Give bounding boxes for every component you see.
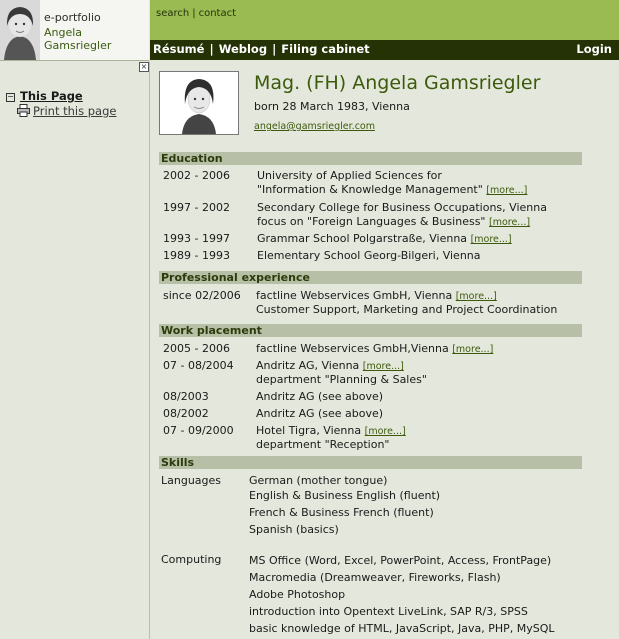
profile-photo [159, 71, 239, 135]
more-link[interactable]: [more...] [486, 185, 528, 196]
more-link[interactable]: [more...] [488, 217, 531, 228]
sidebar [0, 61, 150, 639]
email-link[interactable]: angela@gamsriegler.com [254, 121, 375, 132]
print-label: Print this page [33, 104, 117, 118]
search-link[interactable]: search [156, 8, 190, 19]
owner-name: Angela Gamsriegler [44, 26, 112, 52]
profile-name: Mag. (FH) Angela Gamsriegler [254, 72, 541, 94]
printer-icon [17, 104, 30, 120]
main-nav: Résumé | Weblog | Filing cabinet Login [150, 40, 619, 60]
more-link[interactable]: [more...] [452, 344, 494, 355]
site-logo[interactable] [0, 0, 149, 61]
professional-heading: Professional experience [159, 271, 582, 284]
close-icon[interactable]: × [140, 62, 148, 71]
avatar [0, 0, 40, 60]
top-bar: search | contact [150, 0, 619, 40]
print-link[interactable] [17, 104, 116, 120]
more-link[interactable]: [more...] [364, 426, 406, 437]
skills-heading: Skills [159, 456, 582, 469]
profile-born: born 28 March 1983, Vienna [254, 100, 410, 113]
nav-resume[interactable]: Résumé [153, 42, 205, 56]
login-link[interactable]: Login [576, 42, 612, 56]
work-heading: Work placement [159, 324, 582, 337]
more-link[interactable]: [more...] [455, 291, 497, 302]
collapse-icon[interactable]: − [7, 92, 14, 101]
more-link[interactable]: [more...] [362, 361, 404, 372]
more-link[interactable]: [more...] [470, 234, 512, 245]
this-page-label: This Page [20, 89, 83, 103]
nav-filing-cabinet[interactable]: Filing cabinet [281, 42, 370, 56]
resume-content: Mag. (FH) Angela Gamsriegler born 28 March 1983, Vienna angela@gamsriegler.com Education 2002 - 2006 University of Applied Sciences for "Information & Knowledge Management" [more...] 1997 - 2002 Secondary College for Business Occupations, Vienna focus on "Foreign Languages & Business" [more...] 1993 - 1997 Grammar School Polgarstraße, Vienna [more...] 1989 - 1993 Elementary School Georg-Bilgeri, Vienna Professional experience since 02/2006 factline Webservices GmbH, Vienna [more...] Customer Support, Marketing and Project Coordination Work placement 2005 - 2006 factline Webservices GmbH,Vienna [more...] 07 - 08/2004 Andritz AG, Vienna [more...] department "Planning & Sales" 08/2003 Andritz AG (see above) 08/2002 Andritz AG (see above) 07 - 09/2000 Hotel Tigra, Vienna [more...] department "Reception" Skills Languages German (mother tongue) English & Business English (fluent) French & Business French (fluent) Spanish (basics) Computing MS Office (Word, Excel, PowerPoint, Access, FrontPage) Macromedia (Dreamweaver, Fireworks, Flash) Adobe Photoshop introduction into Opentext LiveLink, SAP R/3, SPSS basic knowledge of HTML, JavaScript, Java, PHP, MySQL [150, 61, 619, 639]
site-title: e-portfolio [44, 11, 101, 24]
education-heading: Education [159, 152, 582, 165]
nav-weblog[interactable]: Weblog [218, 42, 268, 56]
this-page-toggle[interactable] [6, 89, 83, 103]
contact-link[interactable]: contact [198, 8, 237, 19]
